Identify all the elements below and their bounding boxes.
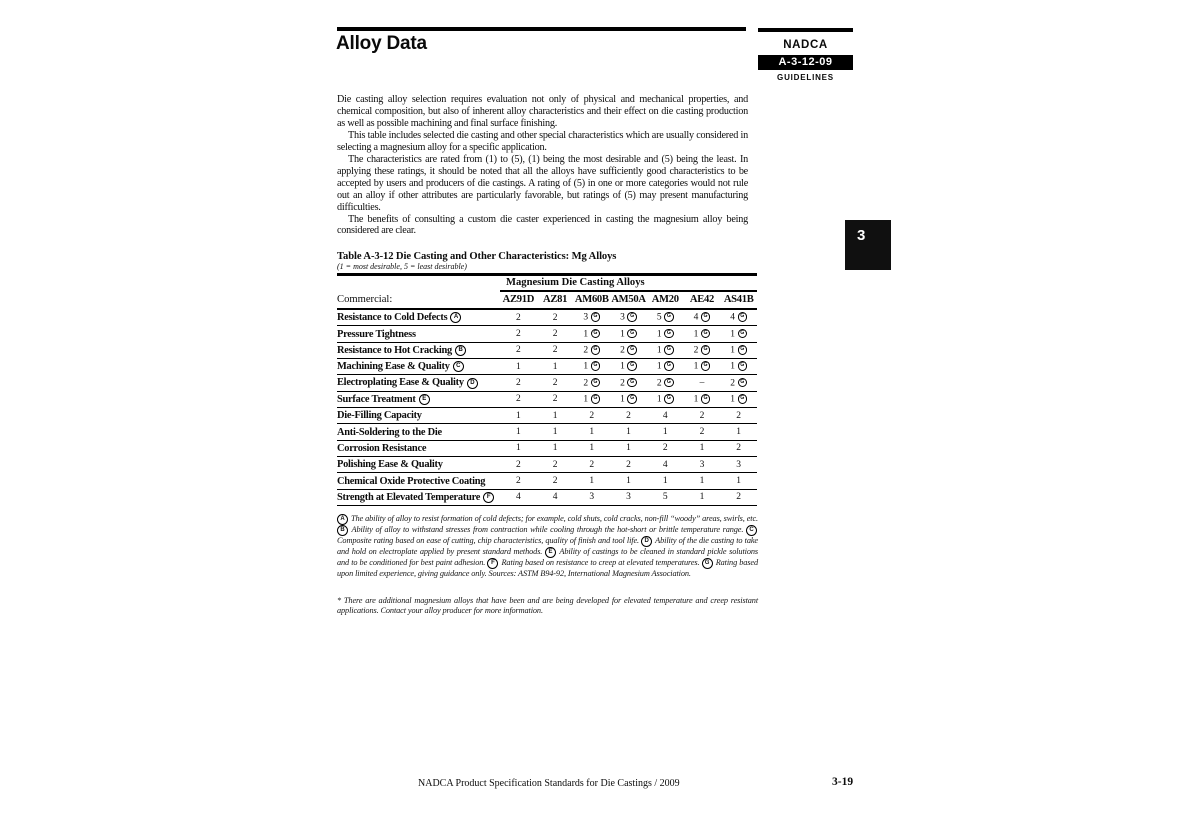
table-cell — [684, 329, 721, 340]
spec-rule — [758, 28, 853, 32]
cell-value: 2 — [552, 394, 558, 405]
cell-value: 1 — [552, 443, 558, 454]
table-cell — [573, 492, 610, 502]
cell-value: 4 — [662, 459, 668, 470]
cell-value: 3 — [620, 312, 625, 323]
footnote-g-icon: G — [738, 361, 748, 371]
table-body — [337, 310, 757, 506]
cell-value: 1 — [730, 394, 736, 405]
cell-value: 2 — [515, 312, 521, 323]
footnote-mark-icon: F — [487, 558, 498, 569]
table-cell — [720, 312, 757, 323]
table-cell — [684, 443, 721, 453]
row-label-text: Electroplating Ease & Quality — [337, 377, 464, 389]
cell-value: 1 — [626, 476, 631, 487]
cell-value: 1 — [736, 427, 742, 438]
cell-value: 1 — [656, 394, 662, 405]
footnotes-text: A The ability of alloy to resist formation of cold defects; for example, cold shuts, cold cracks, non-fill “woody” areas, swirls, etc. B Ability of alloy to withstand stresses from contraction while cooling through the hot-short or brittle temperature range. C Composite rating based on ease of cutting, chip characteristics, quality of finish and tool life. D Ability of the die casting to take and hold on electroplate applied by present standard methods. E Ability of castings to be cleaned in standard pickle solutions and to be conditioned for best paint adhesion. F Rating based on resistance to creep at elevated temperatures. G Rating based upon limited experience, giving guidance only. Sources: ASTM B94-92, International Magnesium Association. — [337, 514, 758, 578]
footnote-g-icon: G — [738, 378, 748, 388]
row-label — [337, 476, 500, 487]
table-row — [337, 441, 757, 457]
table-cell — [647, 378, 684, 389]
table-cell — [647, 443, 684, 453]
footnote-g-icon: G — [701, 312, 711, 322]
cell-value: 1 — [583, 361, 589, 372]
table-cell — [500, 378, 537, 388]
table-column-headers — [500, 294, 757, 305]
table-cell — [684, 361, 721, 372]
table-cell — [610, 361, 647, 372]
table-cell — [500, 476, 537, 486]
cell-value: 3 — [736, 459, 742, 470]
table-cell — [720, 361, 757, 372]
footnote-g-icon: G — [627, 312, 637, 322]
cell-value: 2 — [736, 410, 742, 421]
title-rule — [337, 27, 746, 31]
row-label — [337, 410, 500, 421]
row-label — [337, 459, 500, 470]
table-row — [337, 375, 757, 391]
row-label-text: Polishing Ease & Quality — [337, 459, 443, 471]
table-cell — [573, 411, 610, 421]
cell-value: 2 — [736, 443, 742, 454]
cell-value: 3 — [583, 312, 589, 323]
cell-value: 1 — [515, 410, 521, 421]
footnote-mark-icon: A — [337, 514, 348, 525]
footer-text: NADCA Product Specification Standards for Die Castings / 2009 — [418, 778, 680, 789]
table-cell — [573, 312, 610, 323]
table-cell — [500, 345, 537, 355]
intro-paragraph: The benefits of consulting a custom die caster experienced in casting the magnesium alloy being considered are clear. — [337, 213, 748, 237]
cell-value: 1 — [730, 361, 736, 372]
cell-value: 2 — [583, 378, 589, 389]
section-tab-number: 3 — [857, 227, 866, 244]
footnote-mark-icon: C — [746, 525, 757, 536]
cell-value: 2 — [736, 492, 742, 503]
table-cell — [720, 394, 757, 405]
row-label — [337, 312, 500, 324]
cell-value: 1 — [699, 443, 705, 454]
table-cell — [647, 476, 684, 486]
cell-value: 4 — [730, 312, 736, 323]
cell-value: 1 — [515, 361, 521, 372]
cell-value: 1 — [626, 427, 631, 438]
table-cell — [537, 460, 574, 470]
footnote-mark-icon: B — [455, 345, 466, 356]
table-cell — [610, 394, 647, 405]
cell-value: 2 — [515, 345, 521, 356]
cell-value: 1 — [736, 476, 742, 487]
footnote-g-icon: G — [664, 361, 674, 371]
footnote-g-icon: G — [591, 361, 601, 371]
cell-value: – — [699, 378, 705, 389]
row-label — [337, 377, 500, 389]
spec-type-label: GUIDELINES — [777, 73, 834, 82]
table-cell — [647, 312, 684, 323]
row-header-label: Commercial: — [337, 294, 393, 305]
footnote-g-icon: G — [664, 378, 674, 388]
table-cell — [537, 345, 574, 355]
table-subtitle: (1 = most desirable, 5 = least desirable) — [337, 262, 467, 271]
cell-value: 2 — [515, 476, 521, 487]
table-cell — [610, 443, 647, 453]
table-cell — [610, 378, 647, 389]
row-label — [337, 394, 500, 406]
table-cell — [500, 394, 537, 404]
table-cell — [537, 427, 574, 437]
table-row — [337, 359, 757, 375]
cell-value: 1 — [699, 476, 705, 487]
table-row — [337, 343, 757, 359]
footnote-mark-icon: E — [545, 547, 556, 558]
table-cell — [537, 378, 574, 388]
asterisk-note: * There are additional magnesium alloys that have been and are being developed for elevated temperature and creep resistant applications. Contact your alloy producer for more information. — [337, 596, 758, 615]
cell-value: 1 — [730, 329, 736, 340]
column-header-as41b: AS41B — [723, 294, 754, 305]
cell-value: 1 — [620, 361, 625, 372]
table-cell — [647, 460, 684, 470]
table-cell — [647, 492, 684, 502]
cell-value: 4 — [515, 492, 521, 503]
cell-value: 1 — [656, 345, 662, 356]
table-cell — [720, 476, 757, 486]
cell-value: 1 — [515, 427, 521, 438]
cell-value: 1 — [693, 394, 699, 405]
cell-value: 2 — [515, 378, 521, 389]
cell-value: 1 — [515, 443, 521, 454]
table-cell — [720, 427, 757, 437]
table-title: Table A-3-12 Die Casting and Other Characteristics: Mg Alloys — [337, 251, 617, 262]
cell-value: 2 — [620, 378, 625, 389]
cell-value: 1 — [589, 443, 595, 454]
row-label-text: Chemical Oxide Protective Coating — [337, 475, 486, 487]
cell-value: 1 — [693, 329, 699, 340]
table-row — [337, 473, 757, 489]
table-group-header-row — [337, 276, 757, 292]
table-cell — [684, 411, 721, 421]
footnote-g-icon: G — [664, 394, 674, 404]
footnote-g-icon: G — [701, 345, 711, 355]
table-cell — [537, 492, 574, 502]
cell-value: 1 — [656, 361, 662, 372]
cell-value: 2 — [699, 410, 705, 421]
row-label-text: Pressure Tightness — [337, 328, 416, 340]
cell-value: 2 — [515, 459, 521, 470]
cell-value: 2 — [699, 427, 705, 438]
table-cell — [720, 378, 757, 389]
table-cell — [573, 378, 610, 389]
cell-value: 2 — [620, 345, 625, 356]
section-tab — [845, 220, 891, 270]
column-header-am60b: AM60B — [574, 294, 609, 305]
cell-value: 3 — [699, 459, 705, 470]
cell-value: 1 — [552, 361, 558, 372]
footnote-mark-icon: D — [641, 536, 652, 547]
cell-value: 2 — [693, 345, 699, 356]
cell-value: 2 — [515, 329, 521, 340]
footnote-g-icon: G — [627, 345, 637, 355]
footnote-g-icon: G — [738, 394, 748, 404]
table-cell — [500, 362, 537, 372]
row-label-text: Surface Treatment — [337, 393, 416, 405]
table-cell — [573, 361, 610, 372]
footnote-g-icon: G — [738, 312, 748, 322]
footnote-g-icon: G — [738, 329, 748, 339]
footnotes — [337, 514, 758, 579]
table-cell — [610, 476, 647, 486]
table-cell — [720, 411, 757, 421]
table-cell — [573, 476, 610, 486]
spec-block — [758, 28, 853, 82]
cell-value: 4 — [662, 410, 668, 421]
row-label-text: Machining Ease & Quality — [337, 360, 450, 372]
cell-value: 5 — [656, 312, 662, 323]
spec-number-badge: A-3-12-09 — [758, 55, 853, 70]
cell-value: 1 — [552, 410, 558, 421]
table-cell — [573, 460, 610, 470]
cell-value: 1 — [552, 427, 558, 438]
footnote-g-icon: G — [701, 394, 711, 404]
page-number: 3-19 — [832, 776, 854, 788]
footnote-g-icon: G — [664, 329, 674, 339]
table-cell — [573, 329, 610, 340]
cell-value: 1 — [589, 476, 595, 487]
table-cell — [573, 345, 610, 356]
row-label-text: Strength at Elevated Temperature — [337, 491, 481, 503]
cell-value: 1 — [656, 329, 662, 340]
alloy-table — [337, 251, 757, 506]
cell-value: 2 — [589, 410, 595, 421]
table-cell — [537, 313, 574, 323]
intro-paragraph: This table includes selected die casting and other special characteristics which are usually considered in selecting a magnesium alloy for a specific application. — [337, 129, 748, 153]
footnote-mark-icon: C — [453, 361, 464, 372]
footnote-mark-icon: A — [450, 312, 461, 323]
footnote-g-icon: G — [627, 329, 637, 339]
table-cell — [500, 313, 537, 323]
table-cell — [500, 411, 537, 421]
cell-value: 1 — [583, 394, 589, 405]
table-cell — [573, 394, 610, 405]
cell-value: 5 — [662, 492, 668, 503]
row-label — [337, 492, 500, 504]
table-cell — [684, 394, 721, 405]
footnote-g-icon: G — [627, 361, 637, 371]
footnote-g-icon: G — [701, 329, 711, 339]
table-cell — [720, 443, 757, 453]
table-cell — [500, 443, 537, 453]
footnote-g-icon: G — [627, 378, 637, 388]
table-cell — [573, 443, 610, 453]
row-label-text: Corrosion Resistance — [337, 442, 427, 454]
table-cell — [647, 394, 684, 405]
table-cell — [610, 460, 647, 470]
column-header-am20: AM20 — [651, 294, 679, 305]
row-label — [337, 345, 500, 357]
table-cell — [537, 329, 574, 339]
row-label — [337, 443, 500, 454]
footnote-g-icon: G — [591, 312, 601, 322]
table-cell — [647, 427, 684, 437]
row-label-text: Resistance to Cold Defects — [337, 311, 448, 323]
table-cell — [684, 492, 721, 502]
cell-value: 2 — [552, 345, 558, 356]
footnote-g-icon: G — [664, 345, 674, 355]
cell-value: 2 — [552, 329, 558, 340]
table-cell — [684, 312, 721, 323]
table-cell — [684, 460, 721, 470]
footnote-g-icon: G — [591, 378, 601, 388]
footnote-mark-icon: B — [337, 525, 348, 536]
table-column-header-row — [337, 292, 757, 308]
cell-value: 1 — [583, 329, 589, 340]
footnote-g-icon: G — [591, 329, 601, 339]
table-row — [337, 310, 757, 326]
cell-value: 1 — [620, 329, 625, 340]
cell-value: 2 — [662, 443, 668, 454]
cell-value: 2 — [626, 459, 631, 470]
column-header-ae42: AE42 — [689, 294, 715, 305]
intro-paragraph: Die casting alloy selection requires evaluation not only of physical and mechanical properties, and chemical composition, but also of inherent alloy characteristics and their effect on die casting production as well as possible machining and final surface finishing. — [337, 94, 748, 129]
group-header-label: Magnesium Die Casting Alloys — [500, 276, 757, 292]
cell-value: 1 — [693, 361, 699, 372]
table-cell — [500, 427, 537, 437]
table-cell — [610, 492, 647, 502]
table-cell — [610, 427, 647, 437]
table-cell — [720, 460, 757, 470]
table-cell — [537, 476, 574, 486]
cell-value: 4 — [552, 492, 558, 503]
cell-value: 3 — [626, 492, 631, 503]
footnote-mark-icon: F — [483, 492, 494, 503]
table-cell — [537, 443, 574, 453]
footnote-g-icon: G — [591, 345, 601, 355]
footnote-g-icon: G — [664, 312, 674, 322]
footnote-g-icon: G — [591, 394, 601, 404]
table-cell — [610, 411, 647, 421]
table-cell — [500, 329, 537, 339]
table-cell — [684, 345, 721, 356]
table-cell — [610, 329, 647, 340]
footnote-mark-icon: D — [467, 378, 478, 389]
intro-paragraph: The characteristics are rated from (1) to (5), (1) being the most desirable and (5) being the least. In applying these ratings, it should be noted that all the alloys have sufficiently good characteristics to be accepted by users and producers of die castings. A rating of (5) in one or more categories would not rule out an alloy if other attributes are particularly favorable, but ratings of (5) may present manufacturing difficulties. — [337, 153, 748, 213]
table-row — [337, 424, 757, 440]
cell-value: 1 — [589, 427, 595, 438]
cell-value: 2 — [515, 394, 521, 405]
row-label-text: Resistance to Hot Cracking — [337, 344, 452, 356]
row-label — [337, 361, 500, 373]
table-cell — [647, 345, 684, 356]
cell-value: 2 — [656, 378, 662, 389]
column-header-am50a: AM50A — [611, 294, 646, 305]
column-header-az91d: AZ91D — [502, 294, 535, 305]
table-cell — [573, 427, 610, 437]
cell-value: 3 — [589, 492, 595, 503]
cell-value: 1 — [699, 492, 705, 503]
table-cell — [610, 312, 647, 323]
row-label — [337, 427, 500, 438]
table-cell — [537, 394, 574, 404]
footnote-g-icon: G — [627, 394, 637, 404]
table-cell — [647, 361, 684, 372]
table-row — [337, 490, 757, 506]
page-title: Alloy Data — [336, 33, 427, 54]
cell-value: 2 — [552, 312, 558, 323]
table-cell — [720, 345, 757, 356]
table-cell — [684, 378, 721, 388]
row-label-text: Die-Filling Capacity — [337, 410, 422, 422]
table-cell — [684, 427, 721, 437]
table-row — [337, 392, 757, 408]
footnote-mark-icon: G — [702, 558, 713, 569]
table-cell — [537, 362, 574, 372]
column-header-az81: AZ81 — [543, 294, 568, 305]
cell-value: 2 — [589, 459, 595, 470]
table-cell — [720, 492, 757, 502]
cell-value: 1 — [730, 345, 736, 356]
cell-value: 1 — [620, 394, 625, 405]
table-cell — [647, 329, 684, 340]
table-cell — [500, 492, 537, 502]
cell-value: 1 — [662, 427, 668, 438]
table-cell — [720, 329, 757, 340]
table-cell — [537, 411, 574, 421]
cell-value: 2 — [583, 345, 589, 356]
row-label-text: Anti-Soldering to the Die — [337, 426, 442, 438]
cell-value: 2 — [552, 378, 558, 389]
cell-value: 1 — [626, 443, 631, 454]
table-cell — [610, 345, 647, 356]
intro-text — [337, 94, 748, 237]
table-row — [337, 408, 757, 424]
table-cell — [684, 476, 721, 486]
spec-org: NADCA — [783, 39, 828, 51]
table-row — [337, 457, 757, 473]
cell-value: 2 — [626, 410, 631, 421]
footnote-g-icon: G — [701, 361, 711, 371]
table-cell — [647, 411, 684, 421]
table-row — [337, 326, 757, 342]
footnote-g-icon: G — [738, 345, 748, 355]
cell-value: 2 — [730, 378, 736, 389]
cell-value: 4 — [693, 312, 699, 323]
cell-value: 2 — [552, 476, 558, 487]
table-cell — [500, 460, 537, 470]
cell-value: 1 — [662, 476, 668, 487]
footnote-mark-icon: E — [419, 394, 430, 405]
row-label — [337, 329, 500, 340]
cell-value: 2 — [552, 459, 558, 470]
